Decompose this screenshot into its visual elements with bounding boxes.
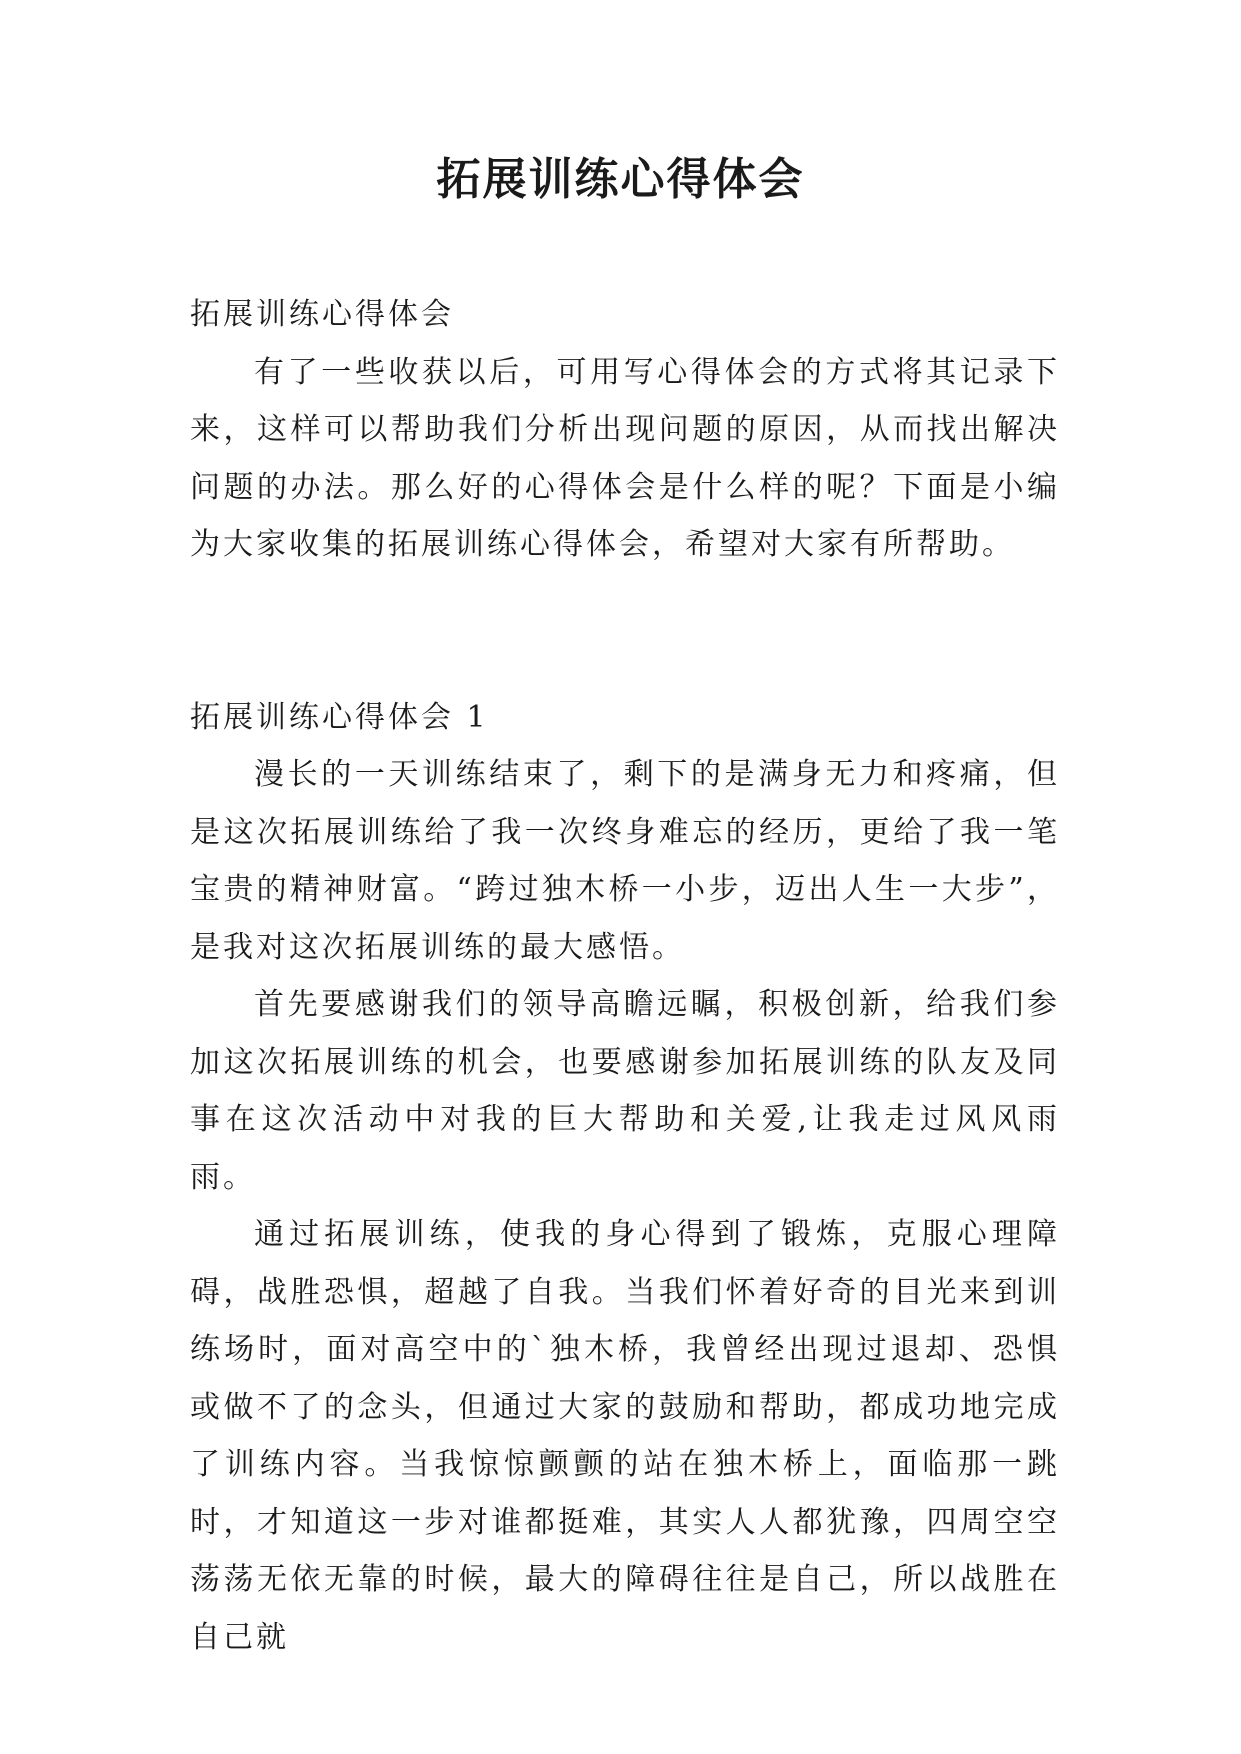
page-title: 拓展训练心得体会 — [436, 154, 805, 205]
section-paragraph: 漫长的一天训练结束了，剩下的是满身无力和疼痛，但是这次拓展训练给了我一次终身难忘的经历，更给了我一笔宝贵的精神财富。“跨过独木桥一小步，迈出人生一大步”，是我对这次拓展训练的最大感悟。 — [190, 757, 1060, 965]
intro-heading: 拓展训练心得体会 — [190, 297, 454, 332]
document-body — [190, 286, 1060, 1666]
section-heading: 拓展训练心得体会 1 — [190, 699, 489, 735]
section-paragraph: 通过拓展训练，使我的身心得到了锻炼，克服心理障碍，战胜恐惧，超越了自我。当我们怀着好奇的目光来到训练场时，面对高空中的`独木桥，我曾经出现过退却、恐惧或做不了的念头，但通过大家的鼓励和帮助，都成功地完成了训练内容。当我惊惊颤颤的站在独木桥上，面临那一跳时，才知道这一步对谁都挺难，其实人人都犹豫，四周空空荡荡无依无靠的时候，最大的障碍往往是自己，所以战胜在自己就 — [190, 1217, 1060, 1655]
intro-paragraph: 有了一些收获以后，可用写心得体会的方式将其记录下来，这样可以帮助我们分析出现问题的原因，从而找出解决问题的办法。那么好的心得体会是什么样的呢？下面是小编为大家收集的拓展训练心得体会，希望对大家有所帮助。 — [190, 354, 1060, 562]
section-paragraph: 首先要感谢我们的领导高瞻远瞩，积极创新，给我们参加这次拓展训练的机会，也要感谢参加拓展训练的队友及同事在这次活动中对我的巨大帮助和关爱,让我走过风风雨雨。 — [190, 987, 1060, 1195]
section-spacer — [190, 574, 1060, 689]
